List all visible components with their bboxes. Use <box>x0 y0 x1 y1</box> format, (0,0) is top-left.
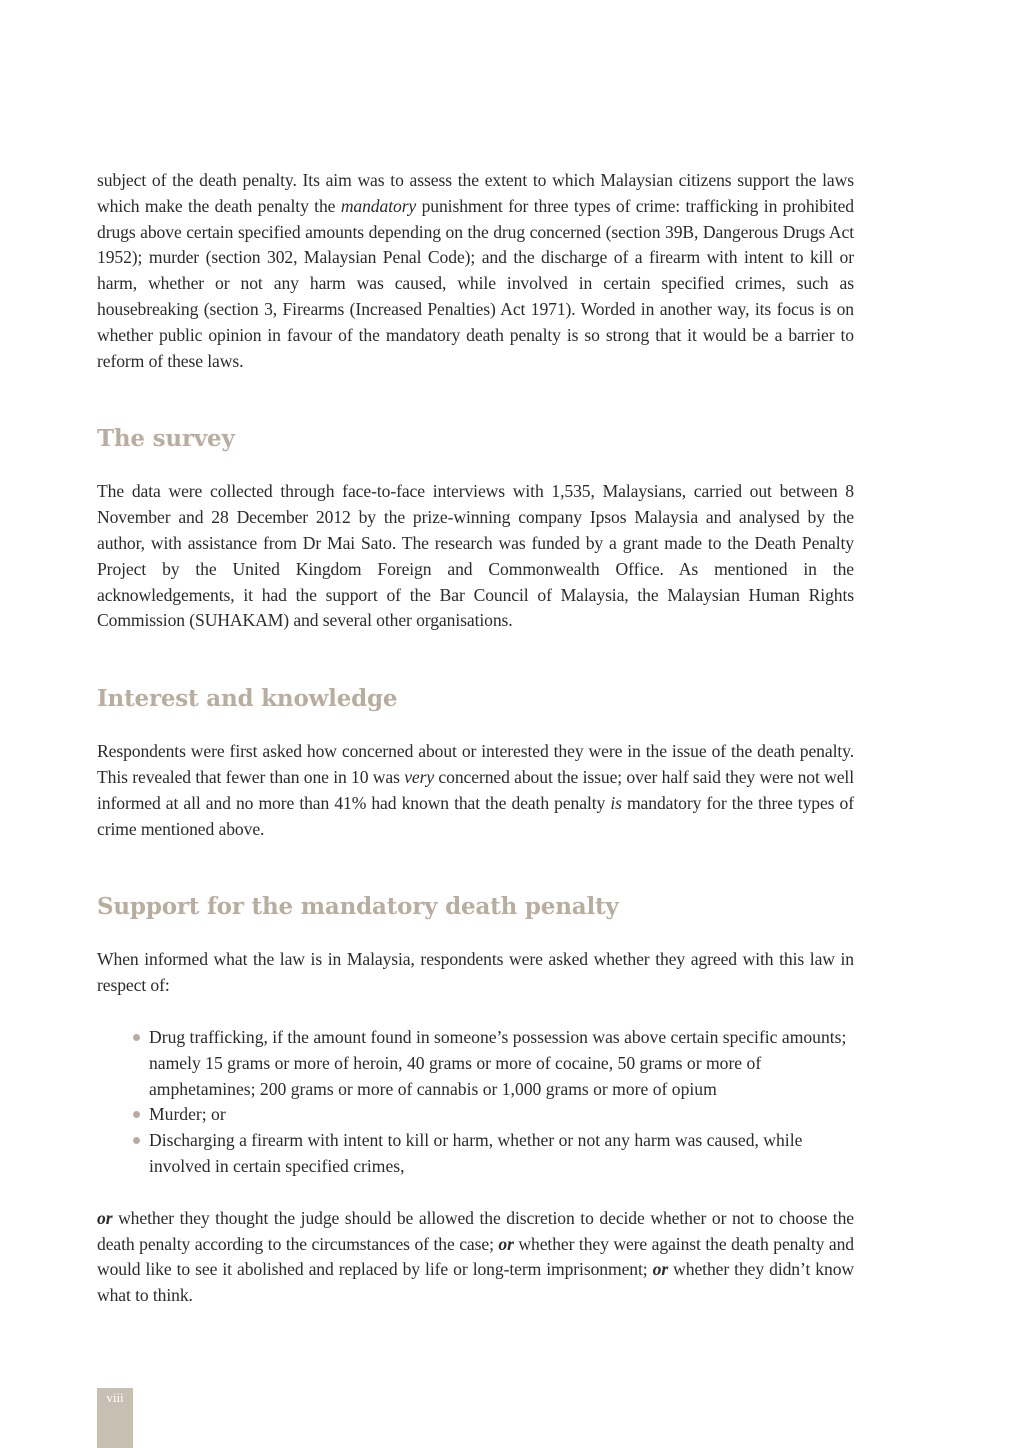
crime-list <box>97 1025 854 1180</box>
interest-text-c: mandatory for the three types of crime mentioned above. <box>97 792 854 839</box>
or-emphasis: or <box>498 1233 514 1254</box>
list-item <box>131 1128 854 1180</box>
bullet-icon <box>133 1111 140 1118</box>
intro-paragraph <box>97 168 854 374</box>
bullet-icon <box>133 1137 140 1144</box>
option-text-c: whether they didn’t know what to think. <box>97 1259 854 1306</box>
interest-emphasis-very: very <box>404 766 435 787</box>
interest-text-b: concerned about the issue; over half said they were not well informed at all and no more than 41% had known that the death penalty <box>97 766 854 813</box>
option-text-a: whether they thought the judge should be allowed the discretion to decide whether or not to choose the death penalty according to the circumstances of the case; <box>97 1207 854 1254</box>
intro-emphasis: mandatory <box>340 195 417 216</box>
intro-text-b: punishment for three types of crime: trafficking in prohibited drugs above certain specified amounts depending on the drug concerned (section 39B, Dangerous Drugs Act 1952); murder (section 302, Malaysian Penal Code); and the discharge of a firearm with intent to kill or harm, whether or not any harm was caused, while involved in certain specified crimes, such as housebreaking (section 3, Firearms (Increased Penalties) Act 1971). Worded in another way, its focus is on whether public opinion in favour of the mandatory death penalty is so strong that it would be a barrier to reform of these laws. <box>97 195 855 371</box>
interest-emphasis-is: is <box>610 792 622 813</box>
support-intro-paragraph: When informed what the law is in Malaysia, respondents were asked whether they agreed with this law in respect of: <box>97 949 854 996</box>
page-number-tab <box>97 1388 133 1448</box>
list-item <box>131 1102 854 1128</box>
interest-text-a: Respondents were first asked how concerned about or interested they were in the issue of the death penalty. This revealed that fewer than one in 10 was <box>97 741 854 787</box>
intro-text-a: subject of the death penalty. Its aim was to assess the extent to which Malaysian citizens support the laws which make the death penalty the <box>97 170 854 216</box>
or-emphasis: or <box>652 1259 669 1280</box>
or-emphasis: or <box>97 1207 113 1228</box>
survey-heading: The survey <box>97 425 235 453</box>
interest-paragraph <box>97 739 854 842</box>
option-text-b: whether they were against the death penalty and would like to see it abolished and replaced by life or long-term imprisonment; <box>97 1233 854 1280</box>
survey-paragraph: The data were collected through face-to-face interviews with 1,535, Malaysians, carried out between 8 November and 28 December 2012 by the prize-winning company Ipsos Malaysia and analysed by the author, with assistance from Dr Mai Sato. The research was funded by a grant made to the Death Penalty Project by the United Kingdom Foreign and Commonwealth Office. As mentioned in the acknowledgements, it had the support of the Bar Council of Malaysia, the Malaysian Human Rights Commission (SUHAKAM) and several other organisations. <box>97 481 854 631</box>
list-item <box>131 1025 854 1102</box>
page-content <box>97 168 854 1309</box>
support-heading: Support for the mandatory death penalty <box>97 893 619 921</box>
support-options-paragraph <box>97 1206 854 1309</box>
list-item-text: Drug trafficking, if the amount found in someone’s possession was above certain specific amounts; namely 15 grams or more of heroin, 40 grams or more of cocaine, 50 grams or more of amphetamines; 200 grams or more of cannabis or 1,000 grams or more of opium <box>149 1026 847 1099</box>
list-item-text: Discharging a firearm with intent to kill or harm, whether or not any harm was caused, while involved in certain specified crimes, <box>149 1130 803 1176</box>
list-item-text: Murder; or <box>149 1104 226 1125</box>
interest-heading: Interest and knowledge <box>97 685 398 713</box>
page-number: viii <box>106 1390 124 1405</box>
bullet-icon <box>133 1034 140 1041</box>
